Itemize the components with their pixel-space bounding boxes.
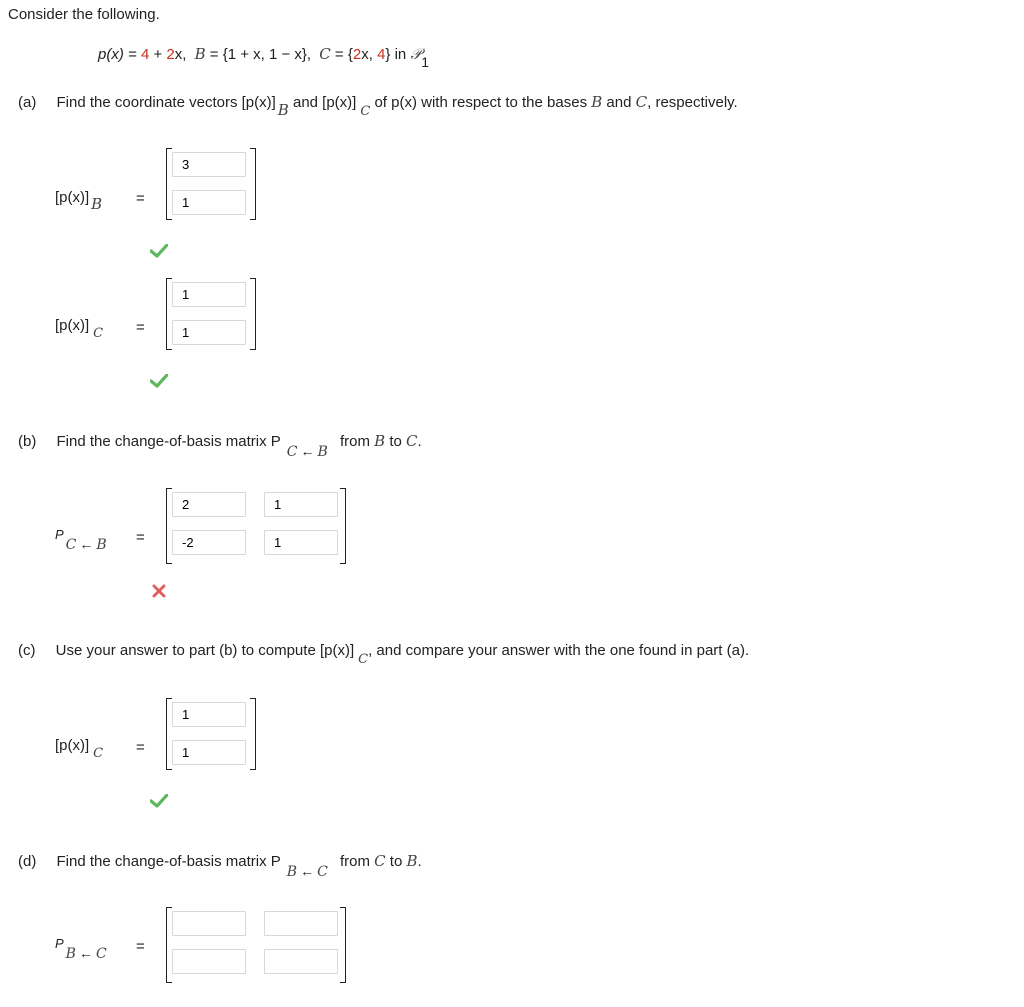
part-d-label: (d) <box>18 853 37 870</box>
part-d-text-2: from <box>335 853 375 870</box>
arrow-icon: ← <box>300 443 315 459</box>
part-a-sub-B: B <box>277 101 289 119</box>
C-def-red2: 4 <box>377 46 386 63</box>
px-x: x, <box>174 46 187 63</box>
PCB-input-r1c1[interactable] <box>172 492 246 517</box>
part-b-sub-B: B <box>317 444 328 460</box>
pB-input-2[interactable] <box>172 190 246 215</box>
arrow-icon: ← <box>78 945 93 961</box>
part-b-C: C <box>406 432 418 450</box>
part-a-text-2: and [p(x)] <box>288 94 357 111</box>
PBC-input-r1c2[interactable] <box>264 911 338 936</box>
pc-vec-label <box>55 737 104 761</box>
part-c-text-2: , and compare your answer with the one found in part (a). <box>368 642 750 659</box>
check-icon <box>150 374 168 388</box>
pc-equals: = <box>136 739 145 756</box>
part-d-subscript <box>287 863 328 879</box>
part-b-text-3: to <box>385 433 407 450</box>
PBC-label <box>55 935 107 962</box>
part-a-text-1: Find the coordinate vectors [p(x)] <box>56 94 276 111</box>
part-d-B: B <box>406 852 418 870</box>
part-a-C: C <box>635 93 648 111</box>
part-b-sub-C: C <box>286 444 298 460</box>
PCB-label <box>55 526 107 553</box>
C-def-pre: = { <box>330 46 353 63</box>
PCB-P: P <box>55 527 64 542</box>
pB-label <box>55 188 103 213</box>
part-c-text-1: Use your answer to part (b) to compute [p(x)] <box>55 642 355 659</box>
PBC-sub <box>66 945 107 961</box>
PBC-input-r1c1[interactable] <box>172 911 246 936</box>
C-def-post: } in <box>385 46 411 63</box>
part-d-text-1: Find the change-of-basis matrix P <box>56 853 281 870</box>
part-a-label: (a) <box>18 94 37 111</box>
pB-input-1[interactable] <box>172 152 246 177</box>
PCB-equals: = <box>136 529 145 546</box>
px-const: 4 <box>140 46 150 63</box>
PCB-sub-B: B <box>96 537 107 553</box>
PBC-input-r2c2[interactable] <box>264 949 338 974</box>
pB-bracket-right <box>250 148 256 220</box>
arrow-icon: ← <box>300 863 315 879</box>
part-b-text-1: Find the change-of-basis matrix P <box>56 433 281 450</box>
B-def: = {1 + x, 1 − x}, <box>205 46 312 63</box>
problem-statement <box>98 45 430 70</box>
pC-label-text: [p(x)] <box>55 317 90 334</box>
poly-space-symbol: 𝒫 <box>410 45 422 63</box>
PBC-sub-C: C <box>95 946 107 962</box>
part-b-label: (b) <box>18 433 37 450</box>
cross-icon <box>152 584 166 598</box>
pC-bracket-right <box>250 278 256 350</box>
part-a-text-4: and <box>602 94 636 111</box>
pc-vec-sub: C <box>93 746 104 761</box>
pC-input-1[interactable] <box>172 282 246 307</box>
part-a-B: B <box>591 93 603 111</box>
basis-B-symbol: B <box>194 45 206 63</box>
part-b-subscript <box>287 443 328 459</box>
arrow-icon: ← <box>79 536 94 552</box>
PBC-bracket-right <box>340 907 346 983</box>
PCB-input-r1c2[interactable] <box>264 492 338 517</box>
part-c-prompt <box>18 642 750 667</box>
basis-C-symbol: C <box>319 45 331 63</box>
pC-label <box>55 317 104 341</box>
pB-label-text: [p(x)] <box>55 189 90 206</box>
part-b-prompt <box>18 432 422 460</box>
pB-sub: B <box>91 195 103 213</box>
part-d-text-4: . <box>417 853 422 870</box>
PBC-equals: = <box>136 938 145 955</box>
pc-input-1[interactable] <box>172 702 246 727</box>
part-d-sub-B: B <box>286 864 298 880</box>
part-a-prompt <box>18 93 738 119</box>
pc-vec-label-text: [p(x)] <box>55 737 90 754</box>
PBC-input-r2c1[interactable] <box>172 949 246 974</box>
C-def-red: 2 <box>352 46 362 63</box>
part-c-sub-C: C <box>358 652 369 667</box>
PBC-sub-B: B <box>65 946 76 962</box>
PCB-bracket-right <box>340 488 346 564</box>
PCB-input-r2c1[interactable] <box>172 530 246 555</box>
pC-input-2[interactable] <box>172 320 246 345</box>
px-plus: + <box>149 46 167 63</box>
PCB-sub-C: C <box>65 537 77 553</box>
px-lhs: p(x) = <box>98 46 141 63</box>
pC-equals: = <box>136 319 145 336</box>
check-icon <box>150 244 168 258</box>
part-c-label: (c) <box>18 642 36 659</box>
check-icon <box>150 794 168 808</box>
PCB-input-r2c2[interactable] <box>264 530 338 555</box>
part-b-text-2: from <box>335 433 375 450</box>
part-d-text-3: to <box>385 853 407 870</box>
part-d-sub-C: C <box>317 864 328 880</box>
PBC-P: P <box>55 936 64 951</box>
part-b-text-4: . <box>417 433 422 450</box>
pB-equals: = <box>136 190 145 207</box>
part-d-C: C <box>374 852 386 870</box>
px-coef: 2 <box>166 46 175 63</box>
pC-sub: C <box>93 326 104 341</box>
intro-text: Consider the following. <box>8 6 160 23</box>
part-b-B: B <box>374 432 386 450</box>
pc-input-2[interactable] <box>172 740 246 765</box>
part-a-text-5: , respectively. <box>647 94 738 111</box>
PCB-sub <box>66 536 107 552</box>
part-a-sub-C: C <box>360 104 371 119</box>
poly-space-sub: 1 <box>421 54 430 70</box>
C-def-mid: x, <box>361 46 378 63</box>
part-d-prompt <box>18 852 422 880</box>
part-a-text-3: of p(x) with respect to the bases <box>370 94 592 111</box>
pc-bracket-right <box>250 698 256 770</box>
